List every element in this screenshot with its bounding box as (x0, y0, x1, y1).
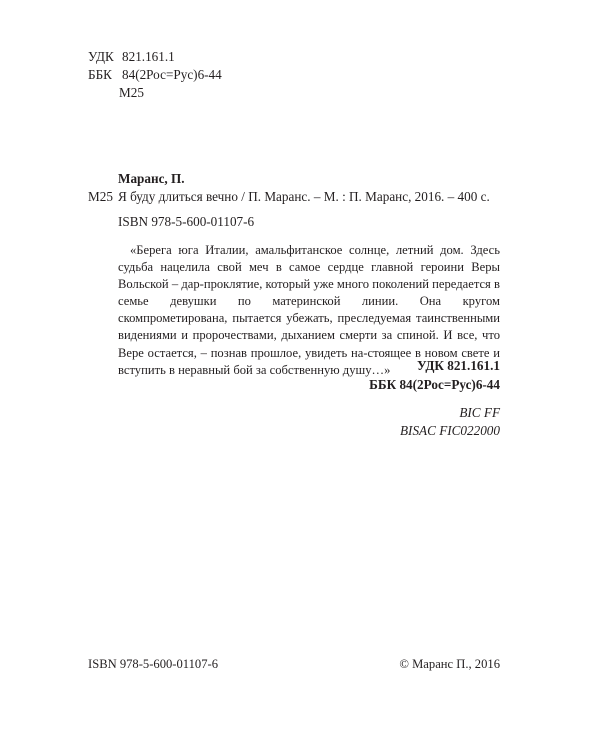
bbk-row (88, 67, 288, 83)
bbk-value: 84(2Рос=Рус)6-44 (122, 67, 222, 82)
udk-row (88, 49, 288, 65)
header-classification-codes (88, 49, 288, 103)
annotation-paragraph: «Берега юга Италии, амальфитанское солнце, летний дом. Здесь судьба нацелила свой меч в самое сердце главной героини Веры Вольской – дар-проклятие, который уже много поколений передается в семье девушки по материнской линии. Она кругом скомпрометирована, пытается убежать, преследуемая таинственными видениями и пророчествами, дыханием смерти за спиной. И все, что Вере остается, – познав прошлое, увидеть на-стоящее в новом свете и вступить в неравный бой за собственную душу…» (118, 243, 500, 377)
udk-label: УДК (88, 49, 114, 64)
isbn-line: ISBN 978-5-600-01107-6 (118, 214, 255, 229)
cutter-mark: М25 (88, 189, 113, 204)
bbk-classification: ББК 84(2Рос=Рус)6-44 (369, 377, 500, 392)
bic-code: BIC FF (459, 405, 500, 420)
bibliographic-description: Я буду длиться вечно / П. Маранс. – М. : П. Маранс, 2016. – 400 с. (118, 189, 490, 204)
cutter-code: М25 (119, 85, 144, 100)
footer-isbn: ISBN 978-5-600-01107-6 (88, 657, 219, 671)
copyright-notice: © Маранс П., 2016 (399, 657, 500, 671)
cutter-row (88, 85, 288, 101)
author-name: Маранс, П. (118, 171, 185, 186)
udk-value: 821.161.1 (122, 49, 175, 64)
udk-classification: УДК 821.161.1 (416, 358, 500, 373)
bisac-code: BISAC FIC022000 (400, 423, 500, 438)
bbk-label: ББК (88, 67, 112, 82)
